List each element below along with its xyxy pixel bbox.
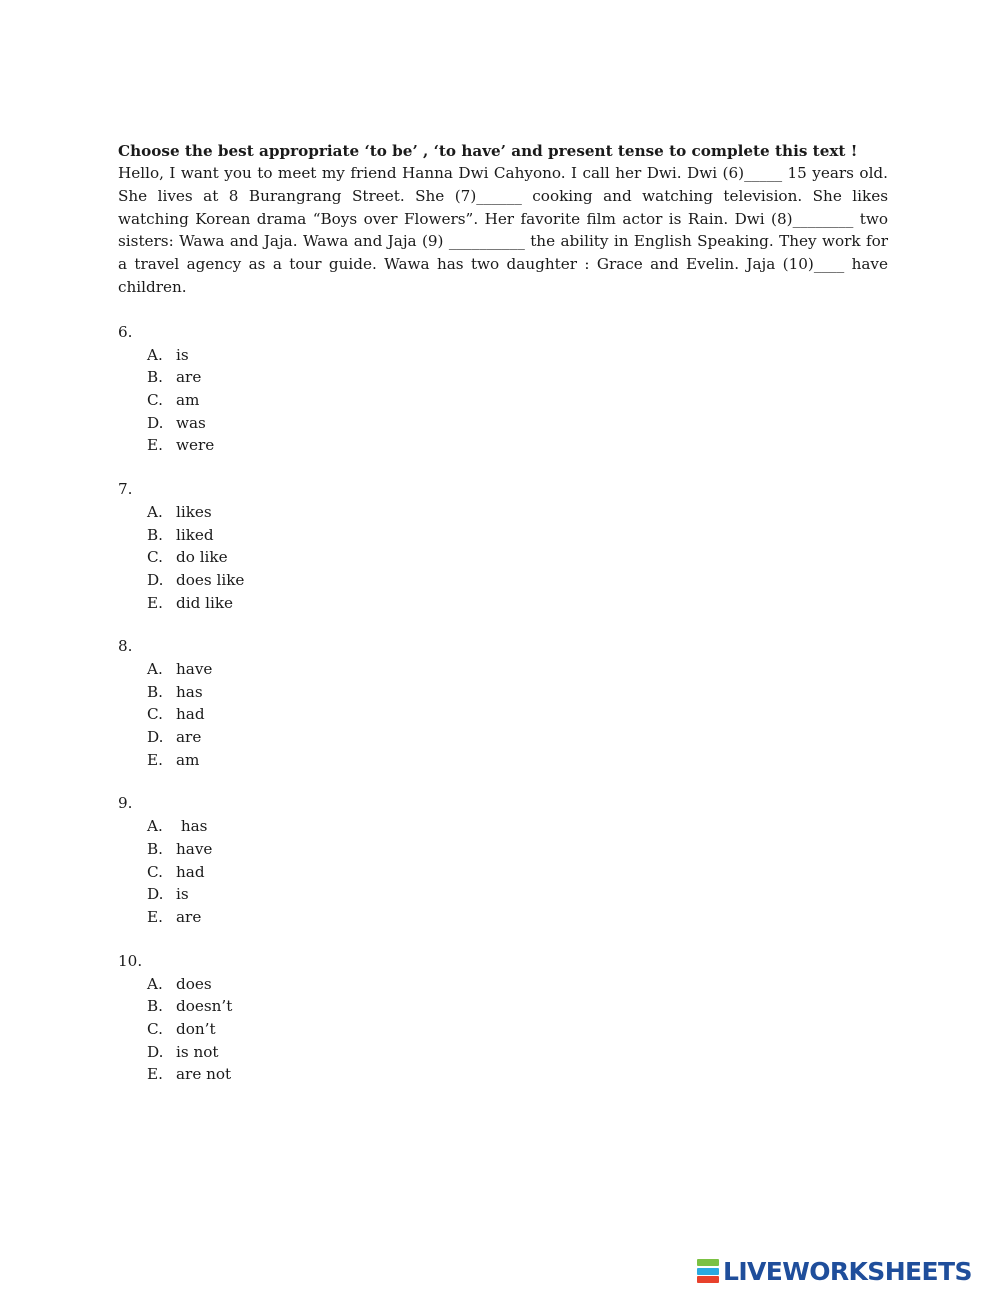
logo-block-red	[697, 1276, 719, 1283]
option-letter: D.	[147, 885, 164, 904]
option-text: does like	[176, 570, 245, 589]
logo-block-blue	[697, 1268, 719, 1275]
option-8a[interactable]	[147, 658, 888, 681]
option-text: has	[176, 682, 203, 701]
option-6d[interactable]	[147, 412, 888, 435]
question-7	[118, 478, 888, 614]
question-number: 10.	[118, 951, 143, 970]
option-letter: B.	[147, 997, 163, 1016]
option-text: liked	[176, 525, 214, 544]
option-text: has	[176, 817, 208, 836]
option-9a[interactable]	[147, 815, 888, 838]
option-10c[interactable]	[147, 1018, 888, 1041]
option-list	[118, 973, 888, 1086]
option-6e[interactable]	[147, 434, 888, 457]
option-list	[118, 501, 888, 614]
question-number: 6.	[118, 322, 133, 341]
option-10b[interactable]	[147, 995, 888, 1018]
option-9e[interactable]	[147, 906, 888, 929]
option-letter: A.	[147, 502, 163, 521]
question-10	[118, 950, 888, 1086]
question-number: 9.	[118, 794, 133, 813]
liveworksheets-logo	[697, 1257, 972, 1285]
option-10e[interactable]	[147, 1063, 888, 1086]
option-8e[interactable]	[147, 749, 888, 772]
option-text: did like	[176, 593, 234, 612]
option-text: does	[176, 974, 212, 993]
option-letter: E.	[147, 593, 163, 612]
option-text: was	[176, 413, 206, 432]
option-6a[interactable]	[147, 344, 888, 367]
option-text: are	[176, 368, 202, 387]
option-text: are	[176, 728, 202, 747]
option-letter: E.	[147, 436, 163, 455]
option-letter: E.	[147, 1065, 163, 1084]
option-10a[interactable]	[147, 973, 888, 996]
option-letter: C.	[147, 548, 163, 567]
option-text: is	[176, 885, 189, 904]
option-letter: C.	[147, 705, 163, 724]
question-number: 8.	[118, 637, 133, 656]
option-list	[118, 658, 888, 771]
option-7b[interactable]	[147, 524, 888, 547]
option-letter: E.	[147, 750, 163, 769]
option-letter: D.	[147, 1042, 164, 1061]
option-9b[interactable]	[147, 838, 888, 861]
option-letter: A.	[147, 817, 163, 836]
question-number: 7.	[118, 480, 133, 499]
option-letter: D.	[147, 413, 164, 432]
option-letter: C.	[147, 1019, 163, 1038]
reading-passage: Hello, I want you to meet my friend Hanna Dwi Cahyono. I call her Dwi. Dwi (6)_____ 15 years old. She lives at 8 Burangrang Street. She (7)______ cooking and watching television. She likes watching Korean drama “Boys over Flowers”. Her favorite film actor is Rain. Dwi (8)________ two sisters: Wawa and Jaja. Wawa and Jaja (9) __________ the ability in English Speaking. They work for a travel agency as a tour guide. Wawa has two daughter : Grace and Evelin. Jaja (10)____ have children.	[118, 164, 888, 296]
option-text: have	[176, 839, 213, 858]
option-text: are	[176, 908, 202, 927]
question-6	[118, 321, 888, 457]
question-9	[118, 792, 888, 928]
option-7e[interactable]	[147, 592, 888, 615]
option-9d[interactable]	[147, 883, 888, 906]
option-text: doesn’t	[176, 997, 233, 1016]
question-8	[118, 635, 888, 771]
option-9c[interactable]	[147, 861, 888, 884]
option-letter: A.	[147, 660, 163, 679]
option-letter: D.	[147, 728, 164, 747]
logo-text: LIVEWORKSHEETS	[723, 1256, 972, 1286]
option-8d[interactable]	[147, 726, 888, 749]
option-text: likes	[176, 502, 212, 521]
instruction-heading: Choose the best appropriate ‘to be’ , ‘to have’ and present tense to complete this text !	[118, 142, 858, 160]
option-text: had	[176, 862, 205, 881]
option-text: don’t	[176, 1019, 216, 1038]
option-letter: E.	[147, 908, 163, 927]
option-6c[interactable]	[147, 389, 888, 412]
option-list	[118, 344, 888, 457]
option-letter: D.	[147, 570, 164, 589]
question-list	[118, 321, 888, 1086]
option-list	[118, 815, 888, 928]
option-letter: C.	[147, 862, 163, 881]
option-7d[interactable]	[147, 569, 888, 592]
option-letter: C.	[147, 390, 163, 409]
option-letter: B.	[147, 682, 163, 701]
option-text: were	[176, 436, 215, 455]
option-8b[interactable]	[147, 681, 888, 704]
option-text: am	[176, 750, 200, 769]
option-text: do like	[176, 548, 228, 567]
option-text: have	[176, 660, 213, 679]
option-7a[interactable]	[147, 501, 888, 524]
liveworksheets-logo-icon	[697, 1259, 719, 1283]
option-letter: B.	[147, 839, 163, 858]
option-text: are not	[176, 1065, 232, 1084]
worksheet-page	[118, 140, 888, 1107]
option-letter: B.	[147, 368, 163, 387]
option-text: am	[176, 390, 200, 409]
option-letter: A.	[147, 345, 163, 364]
logo-block-green	[697, 1259, 719, 1266]
option-letter: B.	[147, 525, 163, 544]
option-text: is	[176, 345, 189, 364]
option-letter: A.	[147, 974, 163, 993]
option-6b[interactable]	[147, 366, 888, 389]
option-10d[interactable]	[147, 1041, 888, 1064]
option-text: is not	[176, 1042, 219, 1061]
option-8c[interactable]	[147, 703, 888, 726]
option-text: had	[176, 705, 205, 724]
option-7c[interactable]	[147, 546, 888, 569]
